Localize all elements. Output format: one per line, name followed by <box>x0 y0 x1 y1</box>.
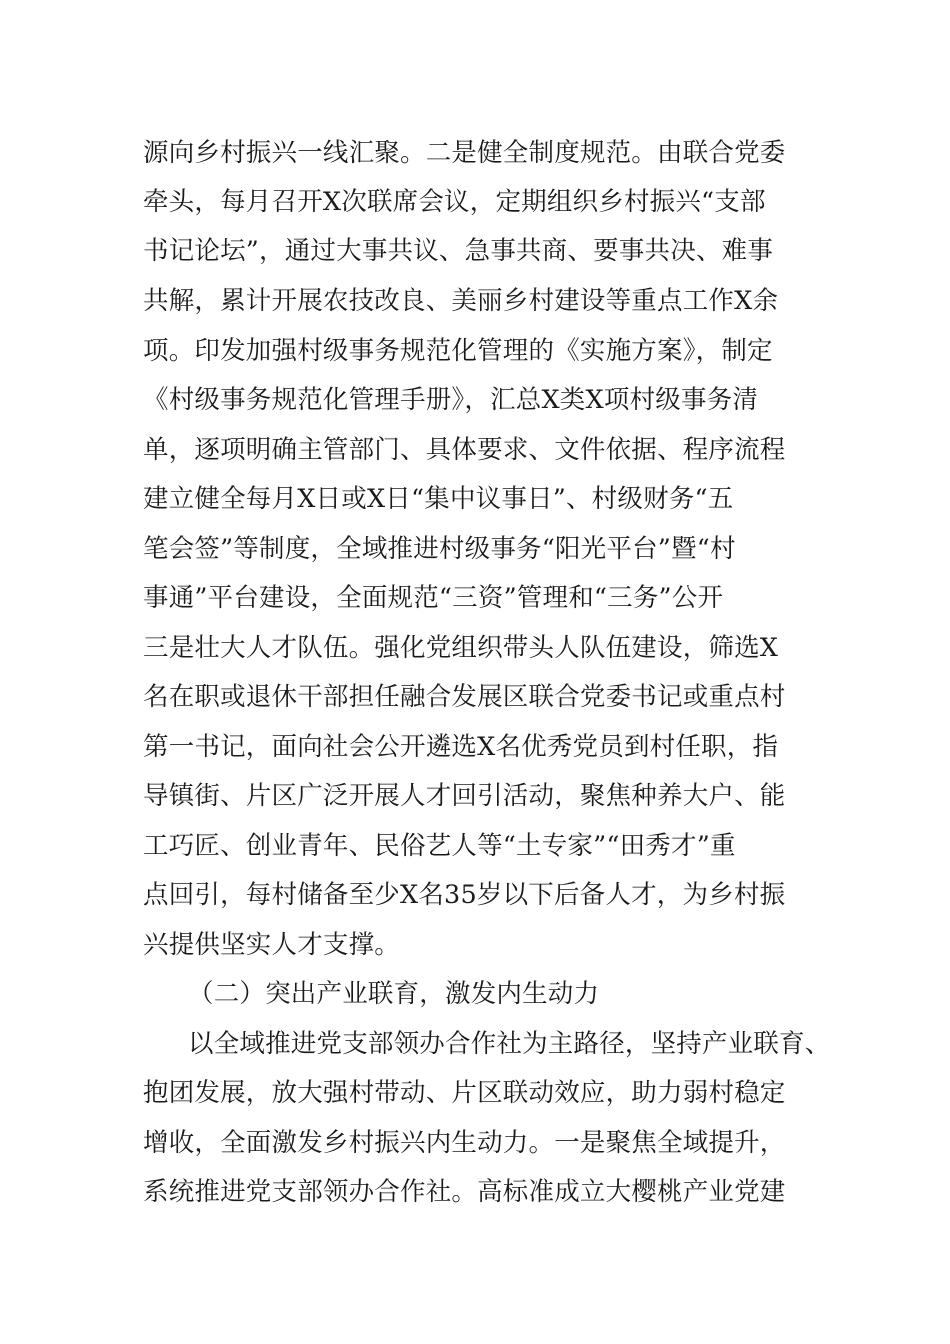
text-line: 以全域推进党支部领办合作社为主路径，坚持产业联育、 <box>188 1029 831 1059</box>
section-heading: （二）突出产业联育，激发内生动力 <box>188 979 600 1009</box>
text-line: 系统推进党支部领办合作社。高标准成立大樱桃产业党建 <box>143 1177 786 1207</box>
text-line: 抱团发展，放大强村带动、片区联动效应，助力弱村稳定 <box>143 1078 786 1108</box>
text-line: 事通”平台建设，全面规范“三资”管理和“三务”公开 <box>143 583 724 613</box>
text-line: 导镇街、片区广泛开展人才回引活动，聚焦种养大户、能 <box>143 781 786 811</box>
text-line: 笔会签”等制度，全域推进村级事务“阳光平台”暨“村 <box>143 534 736 564</box>
text-line: 共解，累计开展农技改良、美丽乡村建设等重点工作X余 <box>143 286 779 316</box>
text-line: 点回引，每村储备至少X名35岁以下后备人才，为乡村振 <box>143 880 786 910</box>
text-line: 工巧匠、创业青年、民俗艺人等“土专家”“田秀才”重 <box>143 831 736 861</box>
text-line: 书记论坛”，通过大事共议、急事共商、要事共决、难事 <box>143 236 774 266</box>
text-line: 《村级事务规范化管理手册》，汇总X类X项村级事务清 <box>143 385 759 415</box>
text-line: 增收，全面激发乡村振兴内生动力。一是聚焦全域提升， <box>143 1128 786 1158</box>
text-line: 兴提供坚实人才支撑。 <box>143 930 401 960</box>
text-line: 名在职或退休干部担任融合发展区联合党委书记或重点村 <box>143 682 786 712</box>
text-line: 项。印发加强村级事务规范化管理的《实施方案》，制定 <box>143 336 773 366</box>
text-line: 源向乡村振兴一线汇聚。二是健全制度规范。由联合党委 <box>143 138 786 168</box>
text-line: 三是壮大人才队伍。强化党组织带头人队伍建设，筛选X <box>143 633 779 663</box>
text-line: 第一书记，面向社会公开遴选X名优秀党员到村任职，指 <box>143 732 779 762</box>
text-line: 牵头，每月召开X次联席会议，定期组织乡村振兴“支部 <box>143 187 766 217</box>
text-line: 建立健全每月X日或X日“集中议事日”、村级财务“五 <box>143 484 734 514</box>
text-line: 单，逐项明确主管部门、具体要求、文件依据、程序流程 <box>143 435 786 465</box>
